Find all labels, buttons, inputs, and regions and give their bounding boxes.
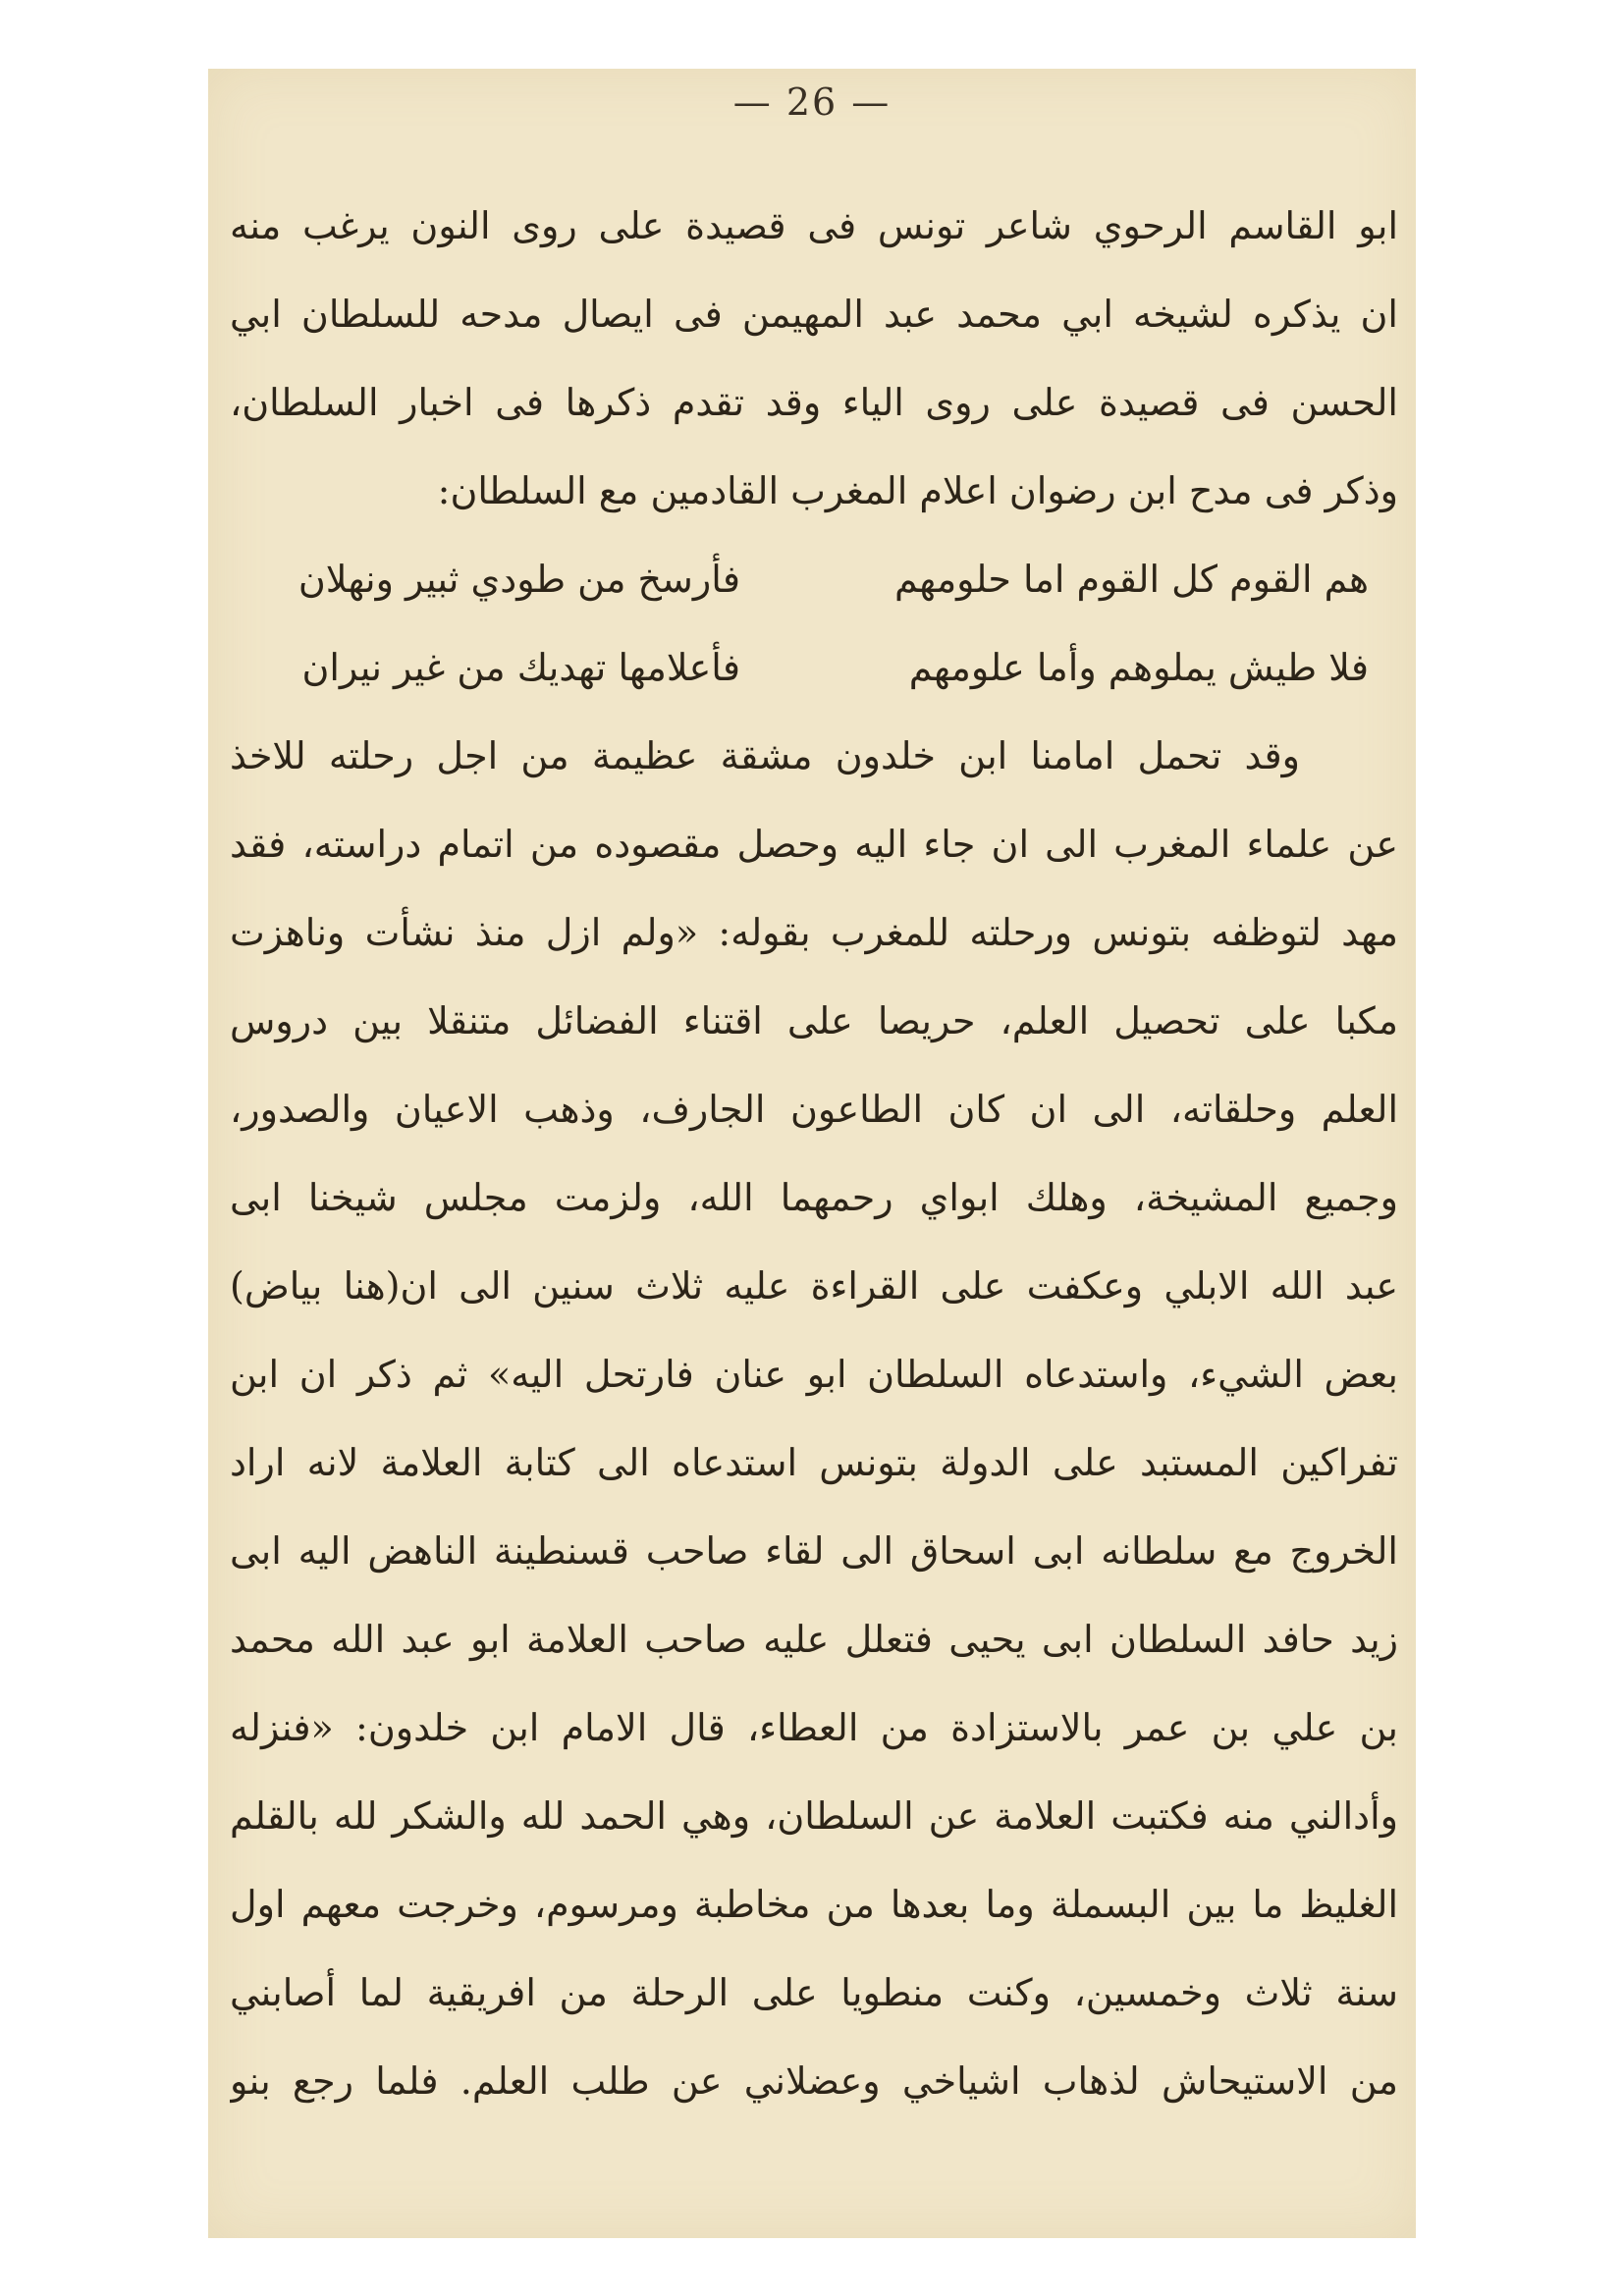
text-line: بن علي بن عمر بالاستزادة من العطاء، قال الامام ابن خلدون: «فنزله: [230, 1706, 1398, 1749]
text-line: الخروج مع سلطانه ابى اسحاق الى لقاء صاحب قسنطينة الناهض اليه ابى: [230, 1529, 1398, 1573]
text-line: بعض الشيء، واستدعاه السلطان ابو عنان فارتحل اليه» ثم ذكر ان ابن: [230, 1353, 1398, 1396]
page-number: — 26 —: [732, 80, 892, 124]
text-line: مكبا على تحصيل العلم، حريصا على اقتناء الفضائل متنقلا بين دروس: [230, 999, 1398, 1042]
text-line: وأدالني منه فكتبت العلامة عن السلطان، وهي الحمد لله والشكر لله بالقلم: [230, 1794, 1398, 1838]
text-line: وجميع المشيخة، وهلك ابواي رحمهما الله، ولزمت مجلس شيخنا ابى: [230, 1176, 1398, 1219]
verse-line: [230, 535, 1398, 623]
text-line: عن علماء المغرب الى ان جاء اليه وحصل مقصوده من اتمام دراسته، فقد: [230, 823, 1398, 866]
text-line: وذكر فى مدح ابن رضوان اعلام المغرب القادمين مع السلطان:: [437, 469, 1398, 512]
text-line: العلم وحلقاته، الى ان كان الطاعون الجارف، وذهب الاعيان والصدور،: [230, 1088, 1398, 1131]
page-body: [230, 182, 1398, 2125]
text-line: تفراكين المستبد على الدولة بتونس استدعاه الى كتابة العلامة لانه اراد: [230, 1441, 1398, 1484]
text-line: زيد حافد السلطان ابى يحيى فتعلل عليه صاحب العلامة ابو عبد الله محمد: [230, 1618, 1398, 1661]
verse-first-hemistich: فلا طيش يملوهم وأما علومهم: [908, 646, 1369, 689]
text-line: من الاستيحاش لذهاب اشياخي وعضلاني عن طلب العلم. فلما رجع بنو: [230, 2059, 1398, 2103]
verse-second-hemistich: فأرسخ من طودي ثبير ونهلان: [298, 558, 740, 601]
verse-second-hemistich: فأعلامها تهديك من غير نيران: [301, 646, 740, 689]
text-line: الحسن فى قصيدة على روى الياء وقد تقدم ذكرها فى اخبار السلطان،: [230, 381, 1398, 424]
verse-line: [230, 623, 1398, 712]
text-line: مهد لتوظفه بتونس ورحلته للمغرب بقوله: «ولم ازل منذ نشأت وناهزت: [230, 911, 1398, 954]
verse-first-hemistich: هم القوم كل القوم اما حلومهم: [894, 558, 1369, 601]
text-line: سنة ثلاث وخمسين، وكنت منطويا على الرحلة من افريقية لما أصابني: [230, 1971, 1398, 2014]
book-page: [208, 69, 1416, 2238]
text-line: ان يذكره لشيخه ابي محمد عبد المهيمن فى ايصال مدحه للسلطان ابي: [230, 293, 1398, 336]
text-line: عبد الله الابلي وعكفت على القراءة عليه ثلاث سنين الى ان(هنا بياض): [230, 1264, 1398, 1308]
text-line: الغليظ ما بين البسملة وما بعدها من مخاطبة ومرسوم، وخرجت معهم اول: [230, 1883, 1398, 1926]
text-line: ابو القاسم الرحوي شاعر تونس فى قصيدة على روى النون يرغب منه: [230, 204, 1398, 247]
text-line: وقد تحمل امامنا ابن خلدون مشقة عظيمة من اجل رحلته للاخذ: [230, 734, 1300, 777]
